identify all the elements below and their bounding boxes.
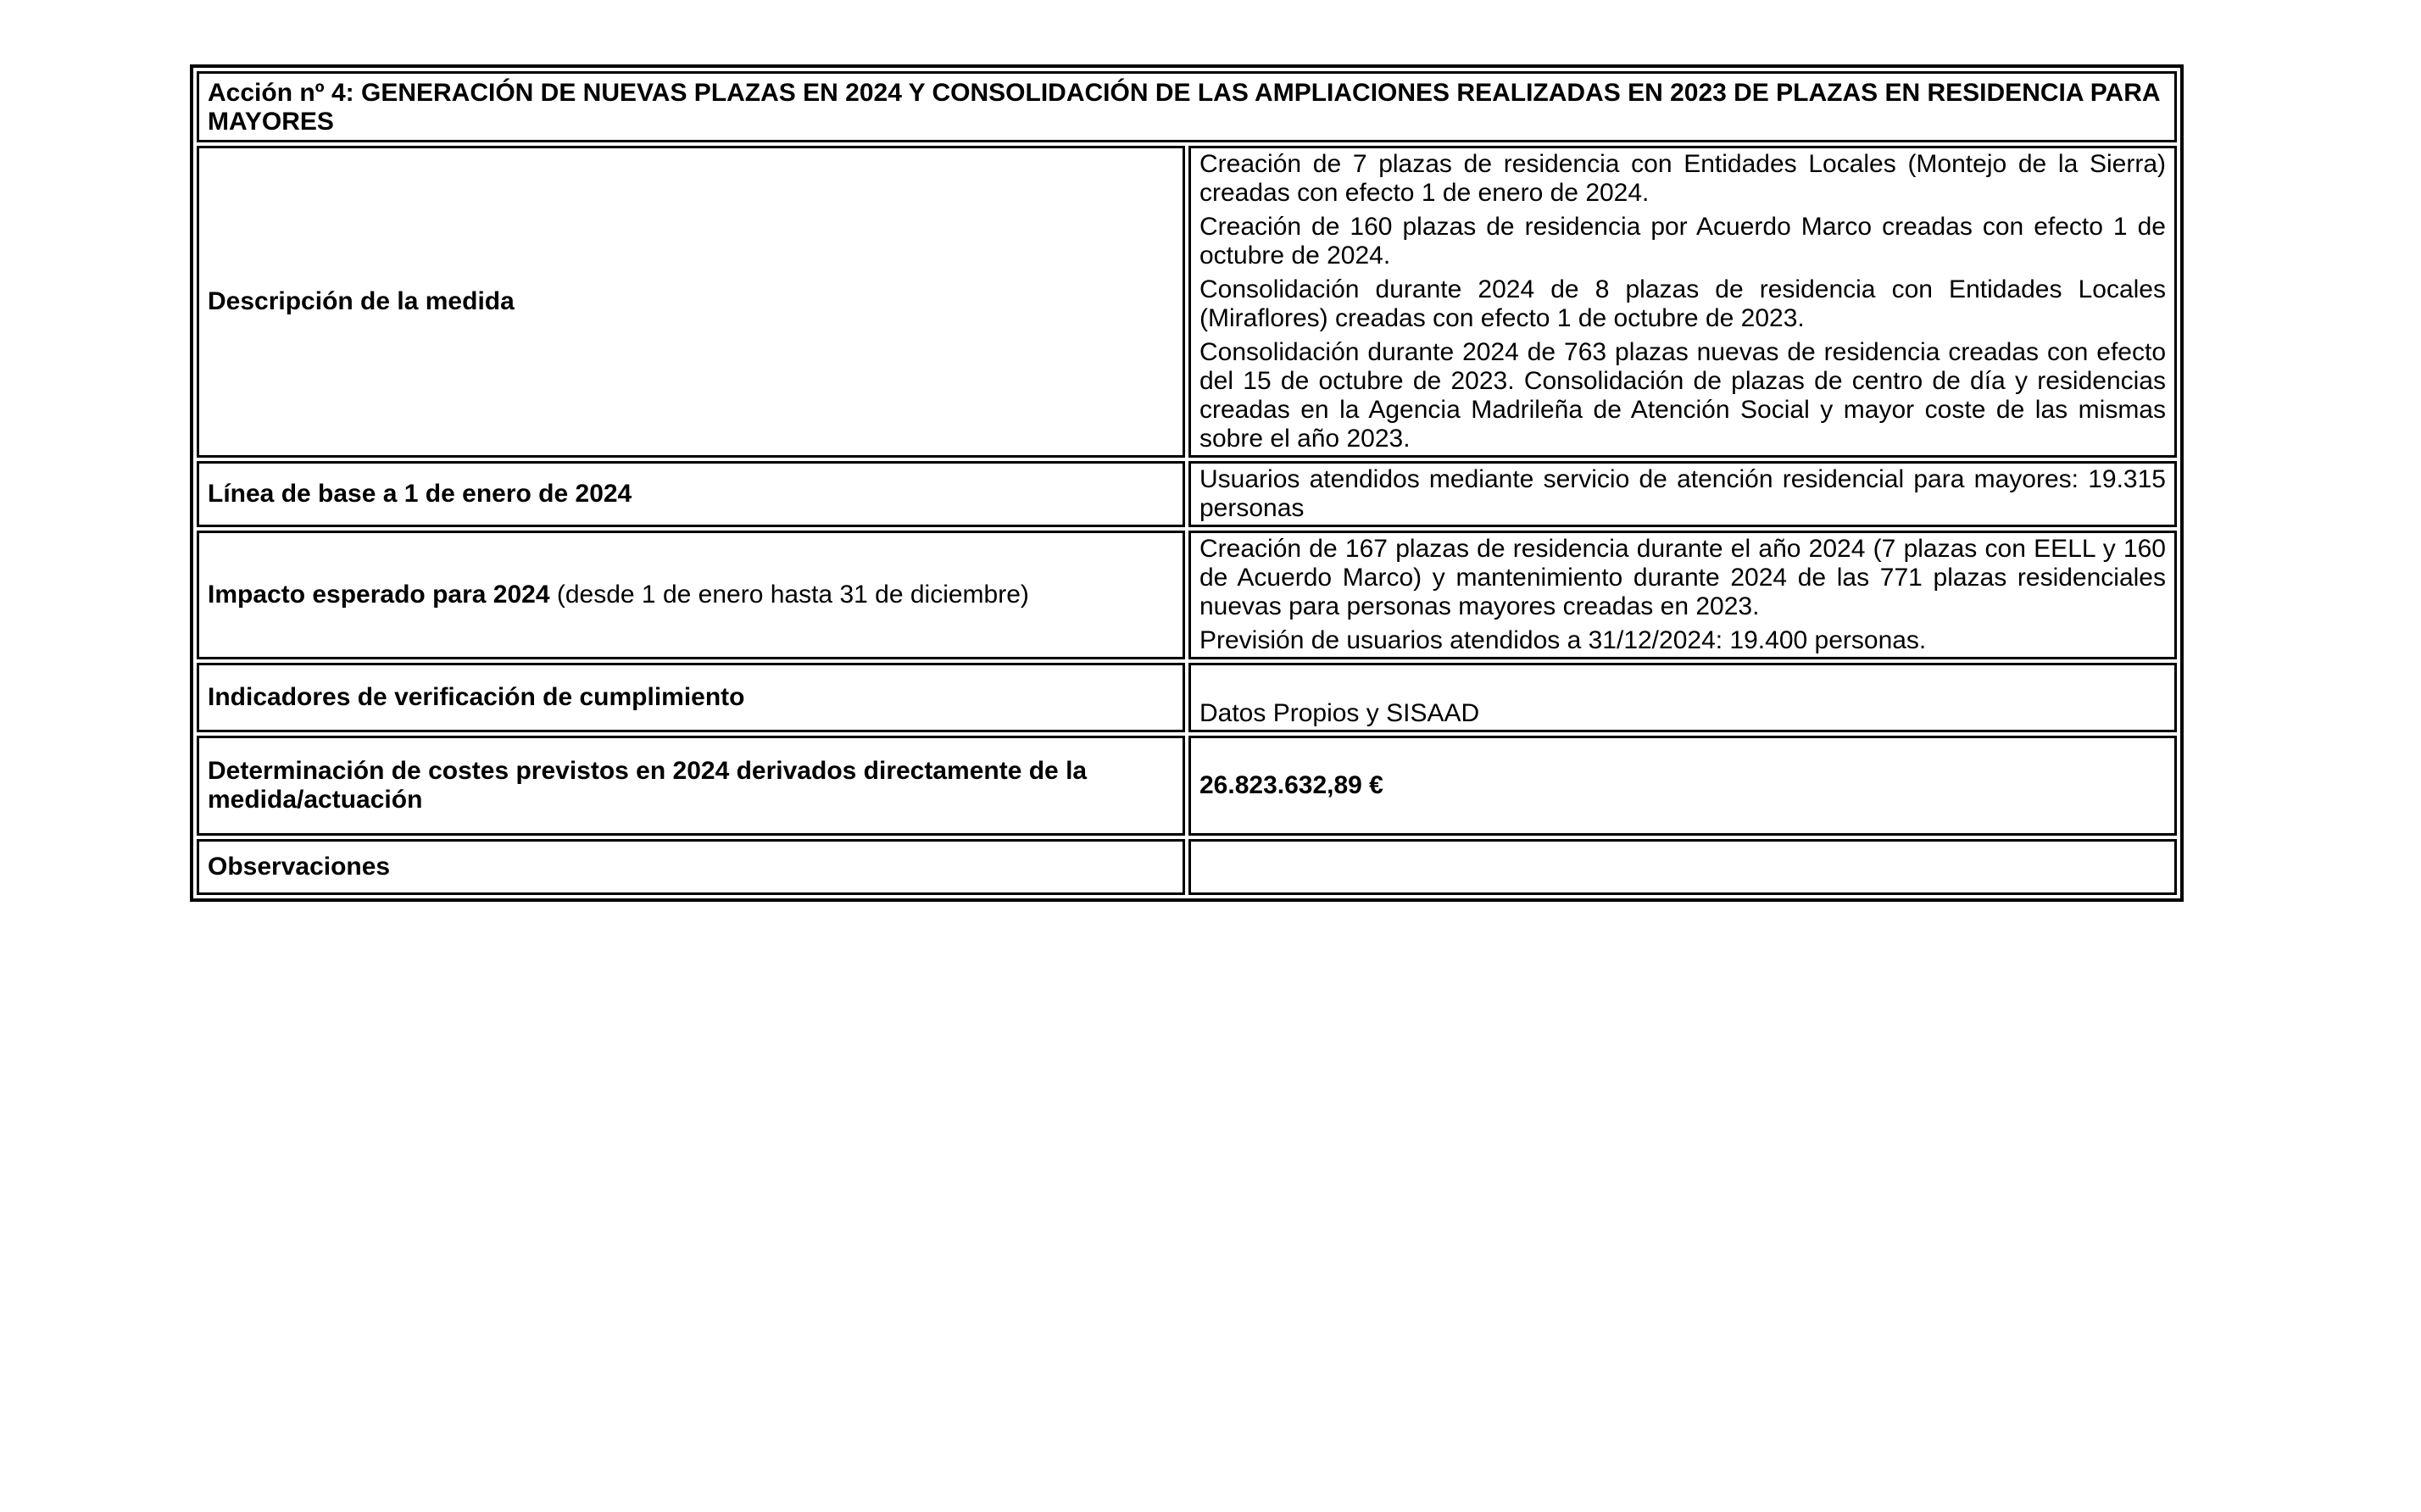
impact-paragraph: Previsión de usuarios atendidos a 31/12/2024: 19.400 personas. xyxy=(1199,626,1927,654)
indicators-label: Indicadores de verificación de cumplimiento xyxy=(197,663,1185,732)
description-paragraph: Consolidación durante 2024 de 8 plazas de residencia con Entidades Locales (Miraflores) creadas con efecto 1 de octubre de 2023. xyxy=(1199,275,2166,332)
description-paragraph: Consolidación durante 2024 de 763 plazas nuevas de residencia creadas con efecto del 15 de octubre de 2023. Consolidación de plazas de centro de día y residencias creadas en la Agencia Madrileña de Atención Social y mayor coste de las mismas sobre el año 2023. xyxy=(1199,338,2166,453)
description-paragraph: Creación de 160 plazas de residencia por Acuerdo Marco creadas con efecto 1 de octubre de 2024. xyxy=(1199,213,2166,270)
indicators-row xyxy=(197,663,2177,732)
impact-value xyxy=(1188,531,2177,659)
indicators-value: Datos Propios y SISAAD xyxy=(1188,663,2177,732)
impact-label-period: (desde 1 de enero hasta 31 de diciembre) xyxy=(549,581,1029,609)
impact-paragraph: Creación de 167 plazas de residencia durante el año 2024 (7 plazas con EELL y 160 de Acuerdo Marco) y mantenimiento durante 2024 de las 771 plazas residenciales nuevas para personas mayores creadas en 2023. xyxy=(1199,535,2166,620)
impact-label-bold: Impacto esperado para 2024 xyxy=(208,581,550,609)
impact-label xyxy=(197,531,1185,659)
observations-value xyxy=(1188,839,2177,895)
observations-label: Observaciones xyxy=(197,839,1185,895)
description-paragraph: Creación de 7 plazas de residencia con Entidades Locales (Montejo de la Sierra) creadas con efecto 1 de enero de 2024. xyxy=(1199,150,2166,207)
description-label: Descripción de la medida xyxy=(197,146,1185,458)
baseline-row xyxy=(197,461,2177,527)
costs-label: Determinación de costes previstos en 2024 derivados directamente de la medida/actuación xyxy=(197,736,1185,836)
costs-row xyxy=(197,736,2177,836)
action-title: Acción nº 4: GENERACIÓN DE NUEVAS PLAZAS EN 2024 Y CONSOLIDACIÓN DE LAS AMPLIACIONES REALIZADAS EN 2023 DE PLAZAS EN RESIDENCIA PARA MAYORES xyxy=(197,71,2177,142)
description-row xyxy=(197,146,2177,458)
action-table xyxy=(190,64,2184,902)
observations-row xyxy=(197,839,2177,895)
title-row xyxy=(197,71,2177,142)
impact-row xyxy=(197,531,2177,659)
baseline-value: Usuarios atendidos mediante servicio de atención residencial para mayores: 19.315 personas xyxy=(1188,461,2177,527)
costs-value: 26.823.632,89 € xyxy=(1188,736,2177,836)
description-value xyxy=(1188,146,2177,458)
baseline-label: Línea de base a 1 de enero de 2024 xyxy=(197,461,1185,527)
